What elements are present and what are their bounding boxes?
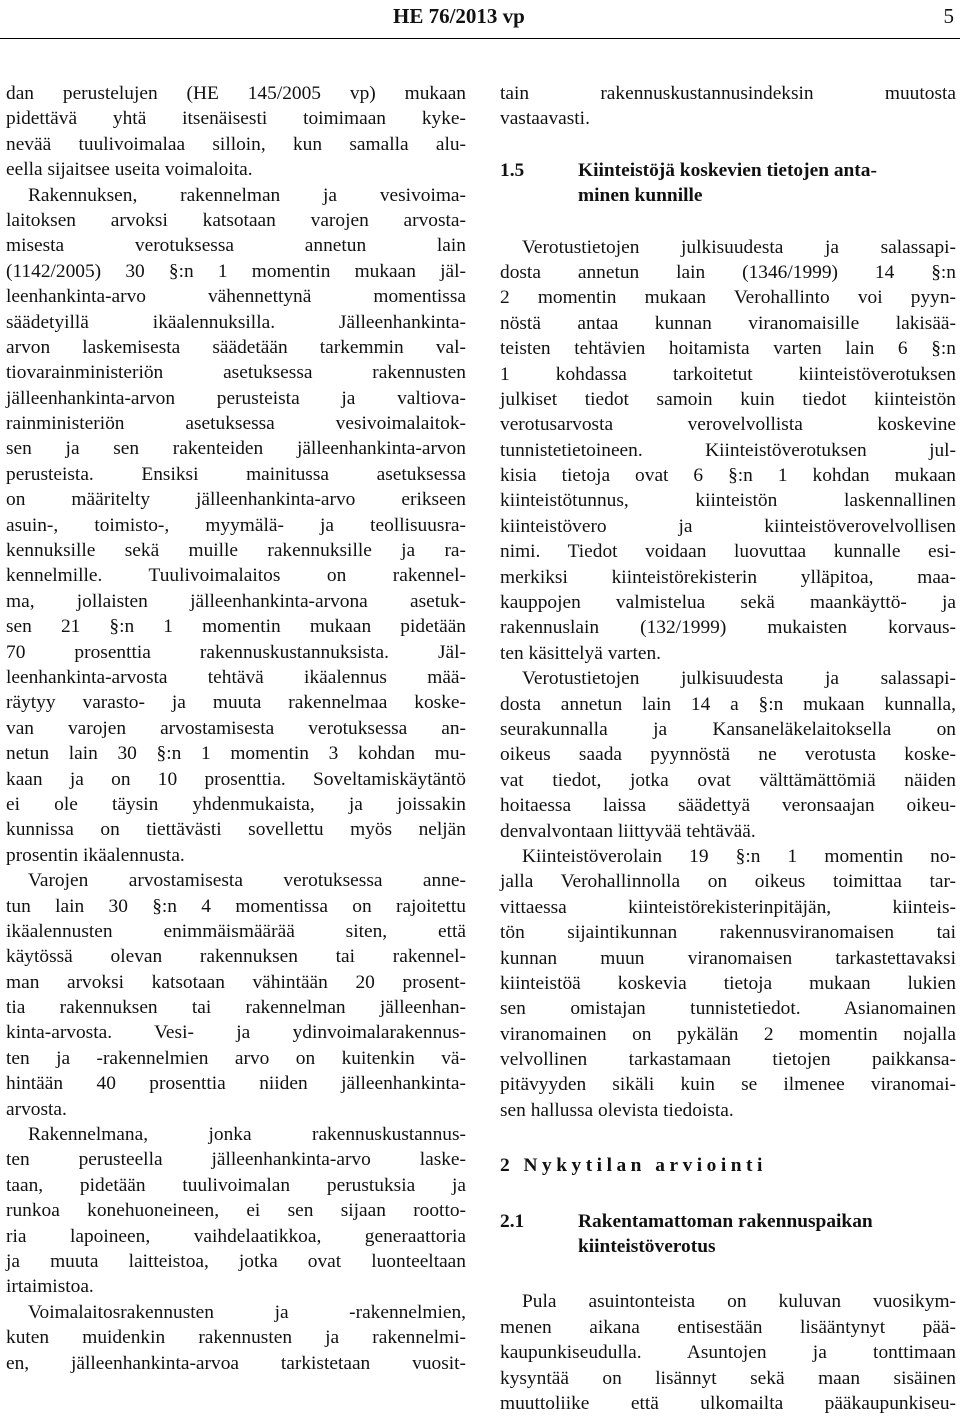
text-line: tunnistetietoineen. Kiinteistöverotuksen jul- (500, 439, 956, 461)
text-line: dan perustelujen (HE 145/2005 vp) mukaan (6, 83, 466, 104)
text-line: Rakennuksen, rakennelman ja vesivoima- (28, 184, 466, 206)
text-line: ja muuta laitteistoa, jotka ovat luonteeltaan (6, 1250, 466, 1272)
text-line: kunnissa on tiettävästi sovellettu myös neljän (6, 819, 466, 841)
text-line: kysyntää on lisännyt sekä maan sisäinen (500, 1367, 956, 1389)
text-line: taan, pidetään tuulivoimalan perustuksia ja (6, 1174, 466, 1196)
right-column (500, 81, 956, 1416)
text-line: nevää tuulivoimalaa silloin, kun samalla alu- (6, 133, 466, 155)
text-line: teisten tehtävien hoitamista varten lain 6 §:n (500, 338, 956, 360)
paragraph (500, 81, 956, 132)
section-number: 2.1 (500, 1210, 525, 1232)
text-line: muuttoliike että ulkomailta pääkaupunkiseu- (500, 1392, 956, 1414)
text-line: kauppojen valmistelua sekä maankäyttö- ja (500, 592, 956, 614)
paragraph (500, 1289, 956, 1416)
text-line: on määritelty jälleenhankinta-arvo erikseen (6, 489, 466, 511)
text-line: säädetyillä ikäalennuksilla. Jälleenhankinta- (6, 311, 466, 333)
text-line: sen omistajan tunnistetiedot. Asianomainen (500, 998, 956, 1020)
text-line: perusteista. Ensiksi mainitussa asetuksessa (6, 463, 466, 485)
text-line: julkiset tiedot samoin kuin tiedot kiinteistön (500, 388, 956, 410)
text-line: jälleenhankinta-arvon perusteista ja valtiova- (6, 387, 466, 409)
text-line: dosta annetun lain (1346/1999) 14 §:n (500, 261, 956, 283)
text-line: kaan ja on 10 prosenttia. Soveltamiskäytäntö (6, 768, 466, 790)
text-line: tun lain 30 §:n 4 momentissa on rajoitettu (6, 895, 466, 917)
text-line: kunnan muun viranomaisen tarkastettavaksi (500, 947, 956, 969)
text-line: kennelmille. Tuulivoimalaitos on rakennel- (6, 565, 466, 587)
text-line: (1142/2005) 30 §:n 1 momentin mukaan jäl- (6, 260, 466, 282)
text-line: rainministeriön asetuksessa vesivoimalaitok- (6, 413, 466, 435)
text-line: vittaessa kiinteistörekisterinpitäjän, kiinteis- (500, 896, 956, 918)
text-line: denvalvontaan liittyvää tehtävää. (500, 820, 756, 842)
text-line: vastaavasti. (500, 108, 590, 130)
text-line: 70 prosenttia rakennuskustannuksista. Jäl- (6, 641, 466, 663)
text-line: Pula asuintonteista on kuluvan vuosikym- (522, 1291, 956, 1313)
text-line: kuten muidenkin rakennusten ja rakennelmi- (6, 1327, 466, 1349)
section-title-line: kiinteistöverotus (578, 1236, 716, 1258)
paragraph (500, 844, 956, 1123)
paragraph (500, 666, 956, 844)
text-line: Voimalaitosrakennusten ja -rakennelmien, (28, 1301, 466, 1323)
page-header (0, 0, 960, 39)
text-line: eella sijaitsee useita voimaloita. (6, 159, 253, 181)
section-heading-1-5 (500, 158, 956, 209)
section-title-line: Rakentamattoman rakennuspaikan (578, 1210, 873, 1232)
text-line: kiinteistövero ja kiinteistöverovelvollisen (500, 515, 956, 537)
text-line: misesta verotuksessa annetun lain (6, 235, 466, 257)
text-line: van varojen arvostamisesta verotuksessa an- (6, 717, 466, 739)
text-line: kiinteistöä koskevia tietoja mukaan lukien (500, 972, 956, 994)
text-line: tain rakennuskustannusindeksin muutosta (500, 83, 956, 104)
text-line: ten perusteella jälleenhankinta-arvo laske- (6, 1149, 466, 1171)
section-title-line: minen kunnille (578, 185, 703, 207)
text-line: pidettävä yhtä itsenäisesti toimimaan kyke- (6, 108, 466, 130)
text-line: sen ja sen rakenteiden jälleenhankinta-arvon (6, 438, 466, 460)
text-line: tön sijaintikunnan rakennusviranomaisen tai (500, 922, 956, 944)
text-line: man arvoksi katsotaan vähintään 20 prosent- (6, 971, 466, 993)
text-line: oikeus saada pyynnöstä ne verotusta koske- (500, 744, 956, 766)
text-line: Verotustietojen julkisuudesta ja salassapi- (522, 236, 956, 258)
text-line: seurakunnalla ja Kansaneläkelaitoksella on (500, 718, 956, 740)
document-id: HE 76/2013 vp (393, 4, 525, 28)
text-line: ikäalennusten enimmäismäärää siten, että (6, 920, 466, 942)
text-line: rakennuslain (132/1999) mukaisten korvaus- (500, 617, 956, 639)
text-line: nimi. Tiedot voidaan luovuttaa kunnalle esi- (500, 541, 956, 563)
text-line: kinta-arvosta. Vesi- ja ydinvoimalarakennus- (6, 1022, 466, 1044)
text-line: netun lain 30 §:n 1 momentin 3 kohdan mu- (6, 743, 466, 765)
section-heading-2-1 (500, 1209, 956, 1260)
text-line: pitävyyden sikäli kuin se ilmenee viranomai- (500, 1074, 956, 1096)
text-line: arvosta. (6, 1098, 67, 1120)
text-line: räytyy varasto- ja muuta rakennelmaa koske- (6, 692, 466, 714)
text-line: Kiinteistöverolain 19 §:n 1 momentin no- (522, 845, 956, 867)
text-line: jalla Verohallinnolla on oikeus toimittaa tar- (500, 871, 956, 893)
text-line: nöstä antaa kunnan viranomaisille lakisää- (500, 312, 956, 334)
text-line: prosentin ikäalennusta. (6, 844, 185, 866)
text-line: hoitaessa laissa säädettyä veronsaajan oikeu- (500, 795, 956, 817)
text-line: ma, jollaisten jälleenhankinta-arvona asetuk- (6, 590, 466, 612)
text-line: irtaimistoa. (6, 1276, 94, 1298)
paragraph (6, 868, 466, 1122)
page-number: 5 (943, 4, 954, 28)
text-line: kiinteistötunnus, kiinteistön laskennallinen (500, 490, 956, 512)
text-line: laitoksen arvoksi katsotaan varojen arvosta- (6, 209, 466, 231)
text-line: ten ja -rakennelmien arvo on kuitenkin vä- (6, 1047, 466, 1069)
text-line: asuin-, toimisto-, myymälä- ja teollisuusra- (6, 514, 466, 536)
text-line: menen aikana entisestään lisääntynyt pää- (500, 1316, 956, 1338)
text-line: dosta annetun lain 14 a §:n mukaan kunnalla, (500, 693, 956, 715)
text-line: leenhankinta-arvo vähennettynä momentissa (6, 286, 466, 308)
left-column (6, 81, 466, 1376)
text-line: ei ole täysin yhdenmukaista, ja joissakin (6, 793, 466, 815)
section-title-line: Kiinteistöjä koskevien tietojen anta- (578, 159, 877, 181)
text-line: Rakennelmana, jonka rakennuskustannus- (28, 1124, 466, 1146)
text-line: Verotustietojen julkisuudesta ja salassapi- (522, 668, 956, 690)
text-line: vat tiedot, jotka ovat välttämättömiä näiden (500, 769, 956, 791)
text-line: kennuksille sekä muille rakennuksille ja ra- (6, 540, 466, 562)
text-line: tia rakennuksen tai rakennelman jälleenhan- (6, 997, 466, 1019)
text-line: arvon laskemisesta säädetään tarkemmin val- (6, 336, 466, 358)
text-line: 2 momentin mukaan Verohallinto voi pyyn- (500, 287, 956, 309)
text-line: en, jälleenhankinta-arvoa tarkistetaan vuosit- (6, 1352, 466, 1374)
text-line: sen 21 §:n 1 momentin mukaan pidetään (6, 616, 466, 638)
text-line: kisia tietoja ovat 6 §:n 1 kohdan mukaan (500, 465, 956, 487)
paragraph (6, 183, 466, 869)
text-line: merkiksi kiinteistörekisterin ylläpitoa, maa- (500, 566, 956, 588)
text-line: 1 kohdassa tarkoitetut kiinteistöverotuksen (500, 363, 956, 385)
text-line: sen hallussa olevista tiedoista. (500, 1099, 734, 1121)
section-number: 1.5 (500, 159, 525, 181)
paragraph (500, 235, 956, 667)
text-line: verotusarvosta verovelvollista koskevine (500, 414, 956, 436)
text-line: kaupunkiseudulla. Asuntojen ja tonttimaan (500, 1342, 956, 1364)
paragraph (6, 81, 466, 183)
text-line: leenhankinta-arvosta tehtävä ikäalennus mää- (6, 666, 466, 688)
text-line: runkoa konehuoneineen, ei sen sijaan rootto- (6, 1200, 466, 1222)
text-line: ria lapoineen, vaihdelaatikkoa, generaattoria (6, 1225, 466, 1247)
text-line: hintään 40 prosenttia niiden jälleenhankinta- (6, 1073, 466, 1095)
paragraph (6, 1300, 466, 1376)
text-line: viranomainen on pykälän 2 momentin nojalla (500, 1023, 956, 1045)
text-line: ten käsittelyä varten. (500, 642, 661, 664)
paragraph (6, 1122, 466, 1300)
text-line: tiovarainministeriön asetuksessa rakennusten (6, 362, 466, 384)
chapter-heading: 2 Nykytilan arviointi (500, 1155, 767, 1177)
text-line: Varojen arvostamisesta verotuksessa anne- (28, 870, 466, 892)
text-line: käytössä olevan rakennuksen tai rakennel- (6, 946, 466, 968)
text-line: velvollinen tarkastamaan tietojen paikkansa- (500, 1049, 956, 1071)
